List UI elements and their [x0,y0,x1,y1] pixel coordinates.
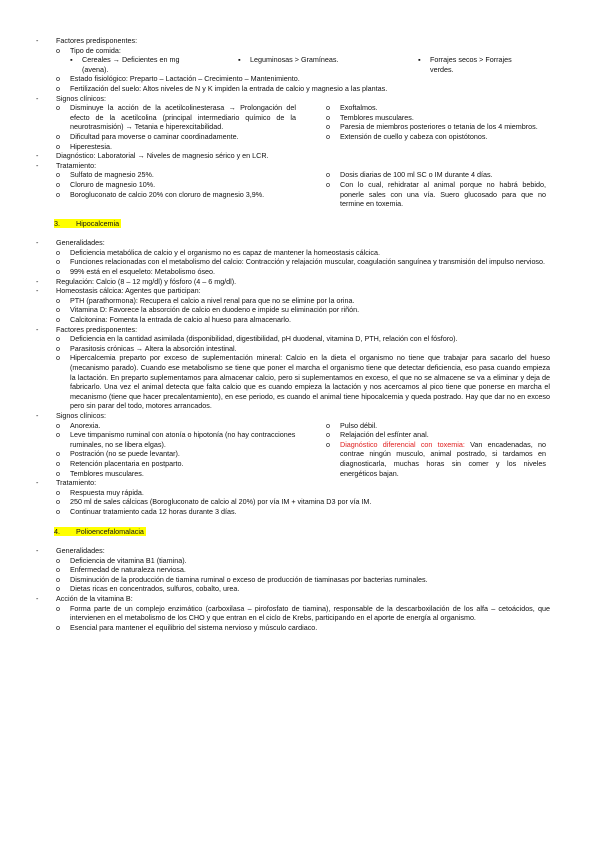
list-item [36,305,550,315]
item-text: Cereales → Deficientes en mg (avena). [82,55,180,74]
item-text: Diagnóstico: Laboratorial → Niveles de magnesio sérico y en LCR. [56,151,269,161]
list-item [36,575,550,585]
section-title: Hipocalcemia [76,218,120,228]
circle-bullet: o [326,420,330,430]
list-item [36,151,550,161]
item-text: Anorexia. [70,420,101,430]
list-item [36,594,550,604]
item-text: Sulfato de magnesio 25%. [70,170,154,180]
list-item [56,142,296,152]
section-title: Polioencefalomalacia [76,526,144,536]
item-text: Hipercalcemia preparto por exceso de suplementación mineral: Calcio en la dieta el organismo no tiene que trabajar para sacarlo del hueso (mecanismo parado). Cuando ese metabolismo se tiene que poner el marcha el organismo tiene que detectar deficiencia, eso pasa cuando empieza la lactación. En preparto suplementamos para almacenar calcio, pero si suplementamos en exceso, el que no se almacene se va a eliminar y deja de fabricarlo. Una vez el animal detecta que falta calcio que es cuando empieza la lactación y nos acercamos al pico tiene que ponerse en marcha el mecanismo (tiene que hacer precalentamiento), en ese periodo, es cuando el animal tiene hipocalcemia y queda postrado. Hay que dar no en exceso pero sin parar del todo, motores arrancados. [70,353,550,411]
circle-bullet: o [56,131,60,141]
item-text: Van encadenadas, no contrae ningún musculo, animal postrado, si tardamos en diagnosticarla, muchas horas sin comer y los niveles energéticos bajan. [340,439,546,478]
circle-bullet: o [56,170,60,180]
circle-bullet: o [56,83,60,93]
two-column-list [36,170,550,208]
circle-bullet: o [56,315,60,325]
circle-bullet: o [326,131,330,141]
circle-bullet: o [326,439,330,449]
circle-bullet: o [56,45,60,55]
item-text: Retención placentaria en postparto. [70,458,184,468]
item-text: Regulación: Calcio (8 – 12 mg/dl) y fósforo (4 – 6 mg/dl). [56,276,237,286]
dash-bullet: - [36,93,39,103]
item-text: Temblores musculares. [340,112,414,122]
square-bullet: ▪ [418,55,421,65]
dash-bullet: - [36,546,39,556]
item-text: Deficiencia metabólica de calcio y el organismo no es capaz de mantener la homeostasis cálcica. [70,247,381,257]
item-text: Calcitonina: Fomenta la entrada de calcio al hueso para almacenarlo. [70,315,291,325]
list-item [56,170,296,180]
list-item [56,421,296,431]
item-text: Leguminosas > Gramíneas. [250,55,339,65]
circle-bullet: o [326,170,330,180]
circle-bullet: o [56,189,60,199]
dash-bullet: - [36,324,39,334]
list-item [326,132,546,142]
item-text: Dosis diarias de 100 ml SC o IM durante 4 días. [340,170,493,180]
list-item [36,248,550,258]
heading: Signos clínicos: [56,410,106,420]
item-text: Disminuye la acción de la acetilcolinesterasa → Prolongación del efecto de la acetilcolina (principal intermediario químico de la neurotrasmisión) → Tetania e hiperexcitabilidad. [70,103,296,132]
item-text: Vitamina D: Favorece la absorción de calcio en duodeno e impide su eliminación por riñón. [70,305,360,315]
list-item [36,488,550,498]
list-item [36,623,550,633]
item-text: Cloruro de magnesio 10%. [70,179,156,189]
item-text: Borogluconato de calcio 20% con cloruro de magnesio 3,9%. [70,189,265,199]
circle-bullet: o [56,305,60,315]
dash-bullet: - [36,594,39,604]
list-item [56,103,296,132]
list-item [36,325,550,335]
item-text: Fertilización del suelo: Altos niveles de N y K impiden la entrada de calcio y magnesio a las plantas. [70,83,388,93]
section-heading-hipocalcemia [36,219,550,229]
dash-bullet: - [36,151,39,161]
list-item [36,507,550,517]
item-text: Hiperestesia. [70,141,112,151]
list-item [326,103,546,113]
two-column-list [36,103,550,151]
circle-bullet: o [56,565,60,575]
list-item [36,94,550,104]
circle-bullet: o [326,430,330,440]
list-item [36,478,550,488]
circle-bullet: o [56,506,60,516]
circle-bullet: o [56,267,60,277]
dash-bullet: - [36,410,39,420]
item-text: Enfermedad de naturaleza nerviosa. [70,565,186,575]
circle-bullet: o [56,622,60,632]
dash-bullet: - [36,238,39,248]
item-text: Tipo de comida: [70,45,121,55]
circle-bullet: o [56,247,60,257]
circle-bullet: o [326,112,330,122]
circle-bullet: o [56,103,60,113]
item-text: Deficiencia en la cantidad asimilada (disponibilidad, digestibilidad, pH duodenal, vitamina D, PTH, relación con el fósforo). [70,334,458,344]
circle-bullet: o [56,584,60,594]
list-item [56,190,296,200]
list-item [326,170,546,180]
item-text: Relajación del esfínter anal. [340,430,429,440]
circle-bullet: o [56,468,60,478]
item-text: Postración (no se puede levantar). [70,449,180,459]
circle-bullet: o [56,458,60,468]
list-item [56,430,296,449]
item-text: Disminución de la producción de tiamina ruminal o exceso de producción de tiaminasas por bacterias ruminales. [70,574,428,584]
circle-bullet: o [56,295,60,305]
item-text: Dificultad para moverse o caminar coordinadamente. [70,131,239,141]
list-item [36,344,550,354]
list-item [36,84,550,94]
circle-bullet: o [56,555,60,565]
list-item [326,180,546,209]
square-bullet: ▪ [238,55,241,65]
section-number: 4. [54,527,76,537]
circle-bullet: o [56,430,60,440]
list-item [36,604,550,623]
item-text: Deficiencia de vitamina B1 (tiamina). [70,555,187,565]
item-text: Leve timpanismo ruminal con atonía o hipotonía (no hay contracciones ruminales, no se libera elgas). [70,430,296,449]
dash-bullet: - [36,478,39,488]
list-item [36,296,550,306]
list-item [56,469,296,479]
list-item [36,546,550,556]
dash-bullet: - [36,286,39,296]
item-text: 250 ml de sales cálcicas (Borogluconato de calcio al 20%) por vía IM + vitamina D3 por vía IM. [70,497,372,507]
circle-bullet: o [56,449,60,459]
list-item [36,257,550,267]
list-item [36,161,550,171]
dash-bullet: - [36,36,39,45]
square-bullet: ▪ [70,55,73,65]
item-text: Pulso débil. [340,420,378,430]
list-item [36,277,550,287]
item-text: PTH (parathormona): Recupera el calcio a nivel renal para que no se elimine por la orina. [70,295,355,305]
list-item-group [36,55,550,74]
list-item [326,430,546,440]
circle-bullet: o [326,122,330,132]
list-item [326,113,546,123]
heading: Factores predisponentes: [56,324,138,334]
heading: Generalidades: [56,546,105,556]
item-text: Parasitosis crónicas → Altera la absorción intestinal. [70,343,237,353]
list-item [36,36,550,46]
circle-bullet: o [326,103,330,113]
circle-bullet: o [56,497,60,507]
heading: Tratamiento: [56,160,97,170]
circle-bullet: o [56,353,60,363]
section-number: 3. [54,219,76,229]
item-text: Paresia de miembros posteriores o tetania de los 4 miembros. [340,122,538,132]
list-item [36,267,550,277]
item-text: Funciones relacionadas con el metabolismo del calcio: Contracción y relajación muscular, coagulación sanguínea y transmisión del impulso nervioso. [70,257,546,267]
item-text: Respuesta muy rápida. [70,487,144,497]
circle-bullet: o [56,343,60,353]
list-item [326,440,546,478]
list-item [56,132,296,142]
item-text: Esencial para mantener el equilibrio del sistema nervioso y músculo cardiaco. [70,622,318,632]
item-text: Temblores musculares. [70,468,144,478]
circle-bullet: o [56,74,60,84]
circle-bullet: o [56,420,60,430]
alert-label: Diagnóstico diferencial con toxemia: [340,439,465,449]
list-item [36,353,550,411]
item-text: Dietas ricas en concentrados, sulfuros, cobalto, urea. [70,584,240,594]
list-item [36,74,550,84]
item-text: Exoftalmos. [340,103,378,113]
circle-bullet: o [56,574,60,584]
heading: Generalidades: [56,238,105,248]
section-heading-polioencefalomalacia [36,527,550,537]
list-item [36,497,550,507]
list-item [36,334,550,344]
list-item [36,556,550,566]
circle-bullet: o [56,487,60,497]
circle-bullet: o [56,334,60,344]
dash-bullet: - [36,276,39,286]
list-item [36,565,550,575]
item-text: Forrajes secos > Forrajes verdes. [430,55,512,74]
item-text: Forma parte de un complejo enzimático (carboxilasa – pirofosfato de tiamina), responsable de la descarboxilación de los alfa – cetoácidos, que intervienen en el metabolismo de los CHO y que entran en el ciclo de Krebs, participando en el aporte de energía al organismo. [70,603,550,623]
circle-bullet: o [56,603,60,613]
list-item [36,584,550,594]
heading: Tratamiento: [56,478,97,488]
list-item [326,122,546,132]
list-item [36,46,550,56]
list-item [56,449,296,459]
circle-bullet: o [326,179,330,189]
item-text: Continuar tratamiento cada 12 horas durante 3 días. [70,506,237,516]
list-item [56,180,296,190]
list-item [36,411,550,421]
item-text: Extensión de cuello y cabeza con opistótonos. [340,131,488,141]
item-text: Estado fisiológico: Preparto – Lactación – Crecimiento – Mantenimiento. [70,74,300,84]
list-item [326,421,546,431]
item-text: 99% está en el esqueleto: Metabolismo óseo. [70,267,216,277]
two-column-list [36,421,550,479]
circle-bullet: o [56,179,60,189]
item-text: Con lo cual, rehidratar al animal porque no habrá bebido, ponerle sales con una vía. Suero glucosado para que no termine en toxemia. [340,179,546,209]
circle-bullet: o [56,141,60,151]
list-item [36,238,550,248]
dash-bullet: - [36,160,39,170]
circle-bullet: o [56,257,60,267]
heading: Acción de la vitamina B: [56,594,133,604]
heading: Homeostasis cálcica: Agentes que participan: [56,286,201,296]
heading: Signos clínicos: [56,93,106,103]
list-item [36,315,550,325]
heading: Factores predisponentes: [56,36,138,45]
list-item [56,459,296,469]
list-item [36,286,550,296]
